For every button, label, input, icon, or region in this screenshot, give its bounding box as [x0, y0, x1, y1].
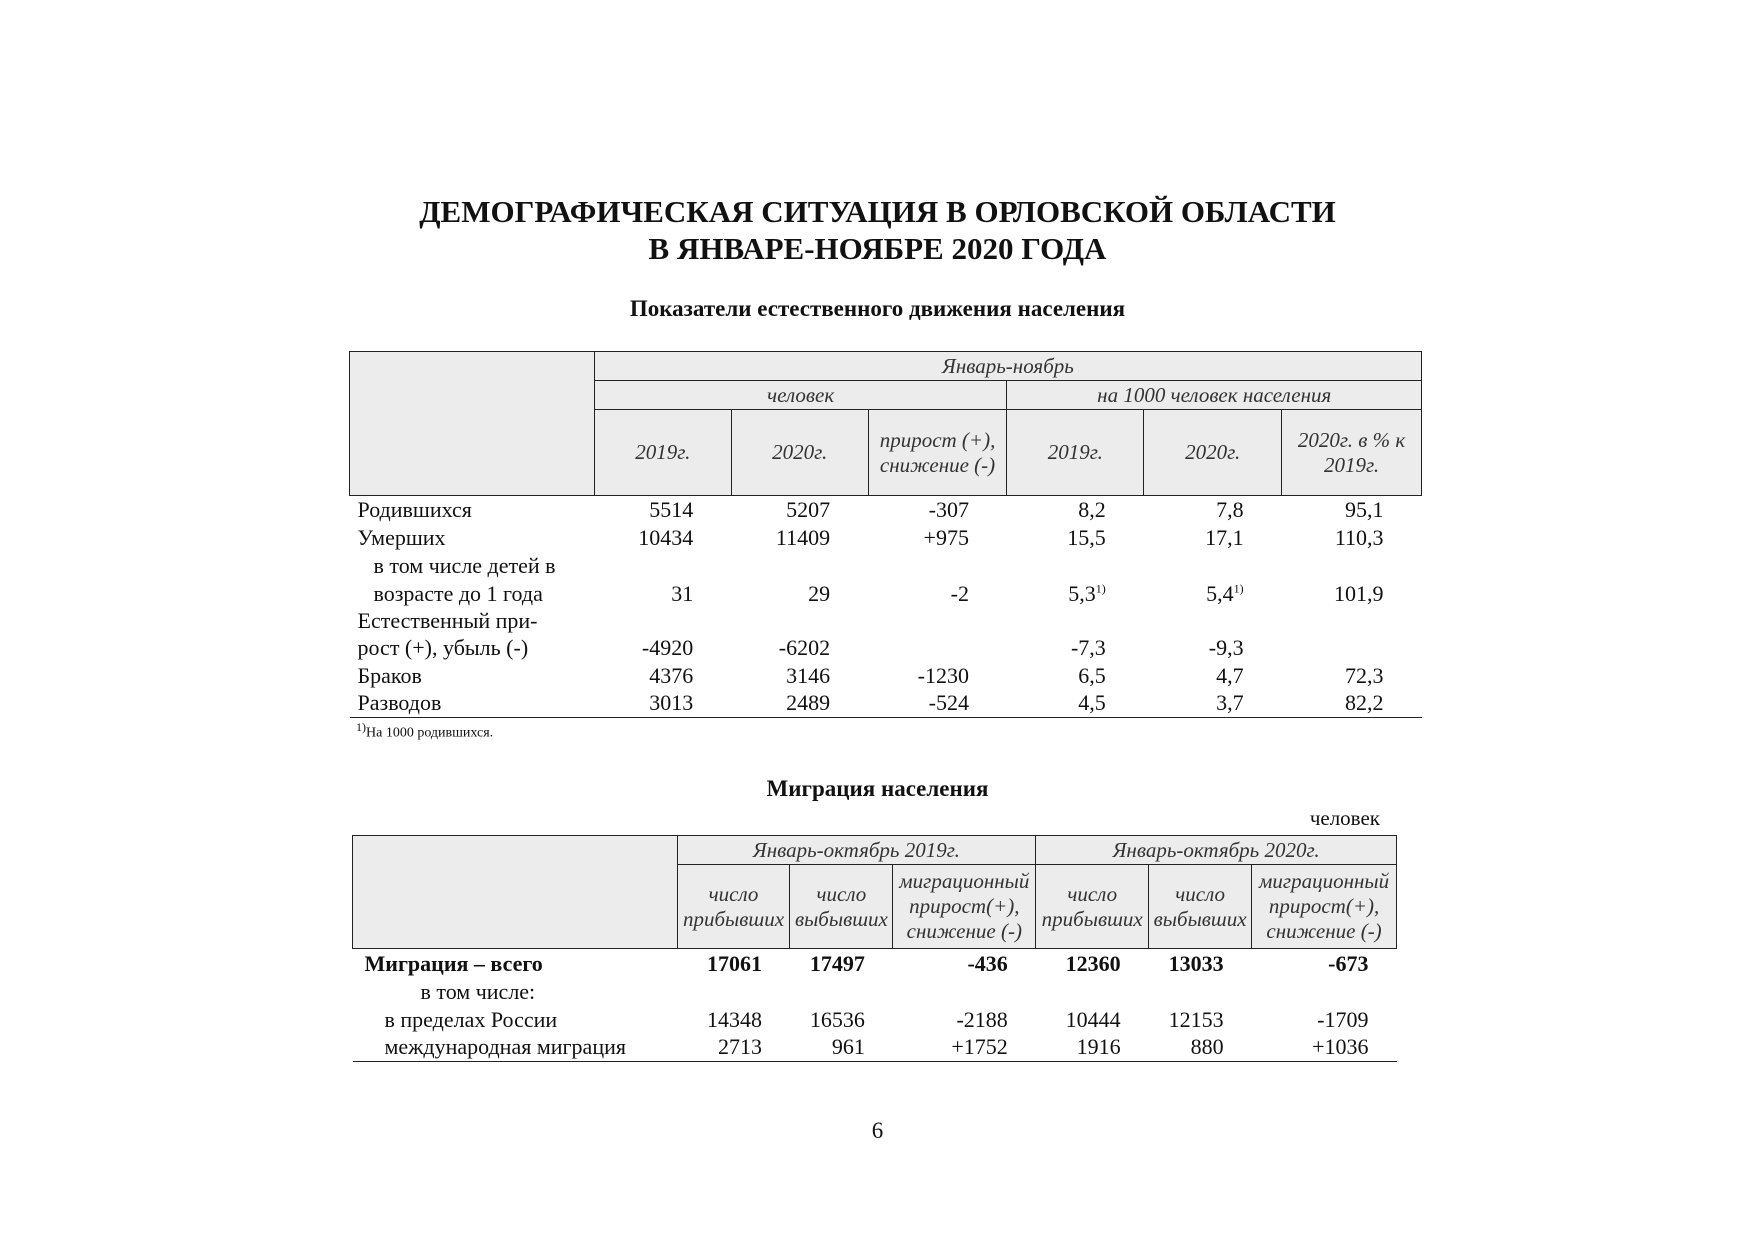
- cell-v2019: 4376: [649, 662, 694, 688]
- cell-change: -1230: [917, 662, 969, 688]
- table-row: [350, 580, 1422, 608]
- cell-r2020: 5,4$^{1)}$: [1206, 580, 1244, 606]
- header-col-2019: 2019г.: [594, 410, 731, 496]
- cell-net-2019: -436: [967, 950, 1008, 976]
- table-row: [350, 634, 1422, 662]
- cell-r2019: 6,5: [1078, 662, 1106, 688]
- header-col-rate-2019: 2019г.: [1007, 410, 1144, 496]
- cell-v2019: 3013: [594, 690, 731, 718]
- natural-movement-heading: Показатели естественного движения населения: [629, 296, 1126, 321]
- row-label: Естественный при-: [357, 607, 538, 633]
- cell-net-2020: +1036: [1252, 1034, 1397, 1062]
- cell-departed-2020: 13033: [1168, 950, 1224, 976]
- row-label: международная миграция: [353, 1034, 678, 1062]
- cell-v2020: 3146: [786, 662, 831, 688]
- cell-r2019: 4,5: [1007, 690, 1144, 718]
- row-label: Умерших: [357, 524, 446, 550]
- cell-pct: 82,2: [1282, 690, 1422, 718]
- table-row: [350, 690, 1422, 718]
- cell-arrived-2020: 10444: [1065, 1006, 1121, 1032]
- header-col-rate-2020: 2020г.: [1144, 410, 1282, 496]
- cell-change: -2: [950, 580, 969, 606]
- header-arrived-2020: число прибывших: [1036, 865, 1149, 949]
- cell-pct: [1282, 634, 1422, 662]
- footnote-mark: 1): [1095, 581, 1106, 596]
- table-row: [350, 496, 1422, 524]
- natural-movement-table: [349, 351, 1422, 718]
- migration-table: [352, 835, 1397, 1062]
- unit-label: человек: [1309, 806, 1380, 830]
- cell-r2020: 7,8: [1216, 496, 1244, 522]
- cell-net-2019: +1752: [893, 1034, 1036, 1062]
- cell-v2019: 5514: [649, 496, 694, 522]
- cell-arrived-2020: 12360: [1065, 950, 1121, 976]
- cell-departed-2020: 880: [1149, 1034, 1252, 1062]
- cell-v2019: 10434: [638, 524, 694, 550]
- table-row: [353, 979, 1397, 1006]
- header-col-pct: 2020г. в % к 2019г.: [1282, 410, 1422, 496]
- cell-v2020: 5207: [786, 496, 831, 522]
- cell-r2019: 8,2: [1078, 496, 1106, 522]
- header-col-change: прирост (+), снижение (-): [868, 410, 1007, 496]
- cell-net-2020: -1709: [1317, 1006, 1369, 1032]
- cell-pct: 101,9: [1334, 580, 1384, 606]
- cell-departed-2019: 16536: [809, 1006, 865, 1032]
- table-row: [350, 662, 1422, 690]
- cell-net-2020: -673: [1328, 950, 1369, 976]
- header-group-per1000: на 1000 человек населения: [1007, 381, 1422, 410]
- cell-net-2019: -2188: [956, 1006, 1008, 1032]
- cell-v2019: 31: [671, 580, 694, 606]
- row-label: Миграция – всего: [364, 950, 543, 976]
- footnote: $^{1)}$На 1000 родившихся.: [356, 720, 494, 741]
- cell-change: [868, 634, 1007, 662]
- cell-r2019: -7,3: [1070, 634, 1106, 660]
- row-label: Родившихся: [357, 496, 472, 522]
- header-period-2020: Январь-октябрь 2020г.: [1036, 836, 1397, 865]
- cell-v2019: -4920: [641, 634, 694, 660]
- header-blank-cell: [353, 836, 678, 949]
- cell-v2020: 2489: [731, 690, 868, 718]
- cell-pct: 72,3: [1345, 662, 1384, 688]
- cell-arrived-2020: 1916: [1036, 1034, 1149, 1062]
- cell-change: +975: [923, 524, 969, 550]
- cell-departed-2020: 12153: [1168, 1006, 1224, 1032]
- cell-departed-2019: 961: [790, 1034, 893, 1062]
- cell-r2020: 3,7: [1144, 690, 1282, 718]
- header-departed-2019: число выбывших: [790, 865, 893, 949]
- row-label: возрасте до 1 года: [373, 580, 543, 606]
- header-net-2019: миграционный прирост(+), снижение (-): [893, 865, 1036, 949]
- row-label: в том числе:: [420, 979, 536, 1004]
- row-label: Браков: [357, 662, 422, 688]
- page-number: 6: [871, 1118, 884, 1143]
- cell-r2020: 17,1: [1205, 524, 1244, 550]
- cell-change: -307: [928, 496, 969, 522]
- cell-v2020: 11409: [775, 524, 831, 550]
- table-row: [353, 1034, 1397, 1062]
- cell-change: -524: [868, 690, 1007, 718]
- footnote-mark: 1): [1233, 581, 1244, 596]
- row-label: рост (+), убыль (-): [357, 634, 529, 660]
- page-title: [0, 193, 1755, 267]
- header-col-2020: 2020г.: [731, 410, 868, 496]
- header-arrived-2019: число прибывших: [677, 865, 790, 949]
- row-label: Разводов: [350, 690, 595, 718]
- cell-arrived-2019: 2713: [677, 1034, 790, 1062]
- cell-v2020: -6202: [778, 634, 831, 660]
- cell-departed-2019: 17497: [809, 950, 865, 976]
- row-label: в том числе детей в: [373, 552, 556, 578]
- header-group-people: человек: [594, 381, 1007, 410]
- table-row: [350, 608, 1422, 634]
- title-line-1: ДЕМОГРАФИЧЕСКАЯ СИТУАЦИЯ В ОРЛОВСКОЙ ОБЛАСТИ: [419, 194, 1336, 229]
- cell-pct: 95,1: [1345, 496, 1384, 522]
- cell-r2019: 15,5: [1067, 524, 1106, 550]
- row-label: в пределах России: [384, 1006, 558, 1032]
- header-period: Январь-ноябрь: [594, 352, 1421, 381]
- cell-r2020: 4,7: [1216, 662, 1244, 688]
- cell-v2020: 29: [808, 580, 831, 606]
- table-row: [353, 1006, 1397, 1034]
- header-net-2020: миграционный прирост(+), снижение (-): [1252, 865, 1397, 949]
- header-blank-cell: [350, 352, 595, 496]
- header-departed-2020: число выбывших: [1149, 865, 1252, 949]
- cell-pct: 110,3: [1334, 524, 1384, 550]
- table-row: [350, 552, 1422, 580]
- table-row: [350, 524, 1422, 552]
- cell-r2020: -9,3: [1208, 634, 1244, 660]
- cell-arrived-2019: 14348: [706, 1006, 762, 1032]
- header-period-2019: Январь-октябрь 2019г.: [677, 836, 1036, 865]
- migration-heading: Миграция населения: [766, 776, 989, 801]
- cell-arrived-2019: 17061: [706, 950, 762, 976]
- table-row: [353, 949, 1397, 979]
- title-line-2: В ЯНВАРЕ-НОЯБРЕ 2020 ГОДА: [648, 231, 1107, 266]
- cell-r2019: 5,3$^{1)}$: [1068, 580, 1106, 606]
